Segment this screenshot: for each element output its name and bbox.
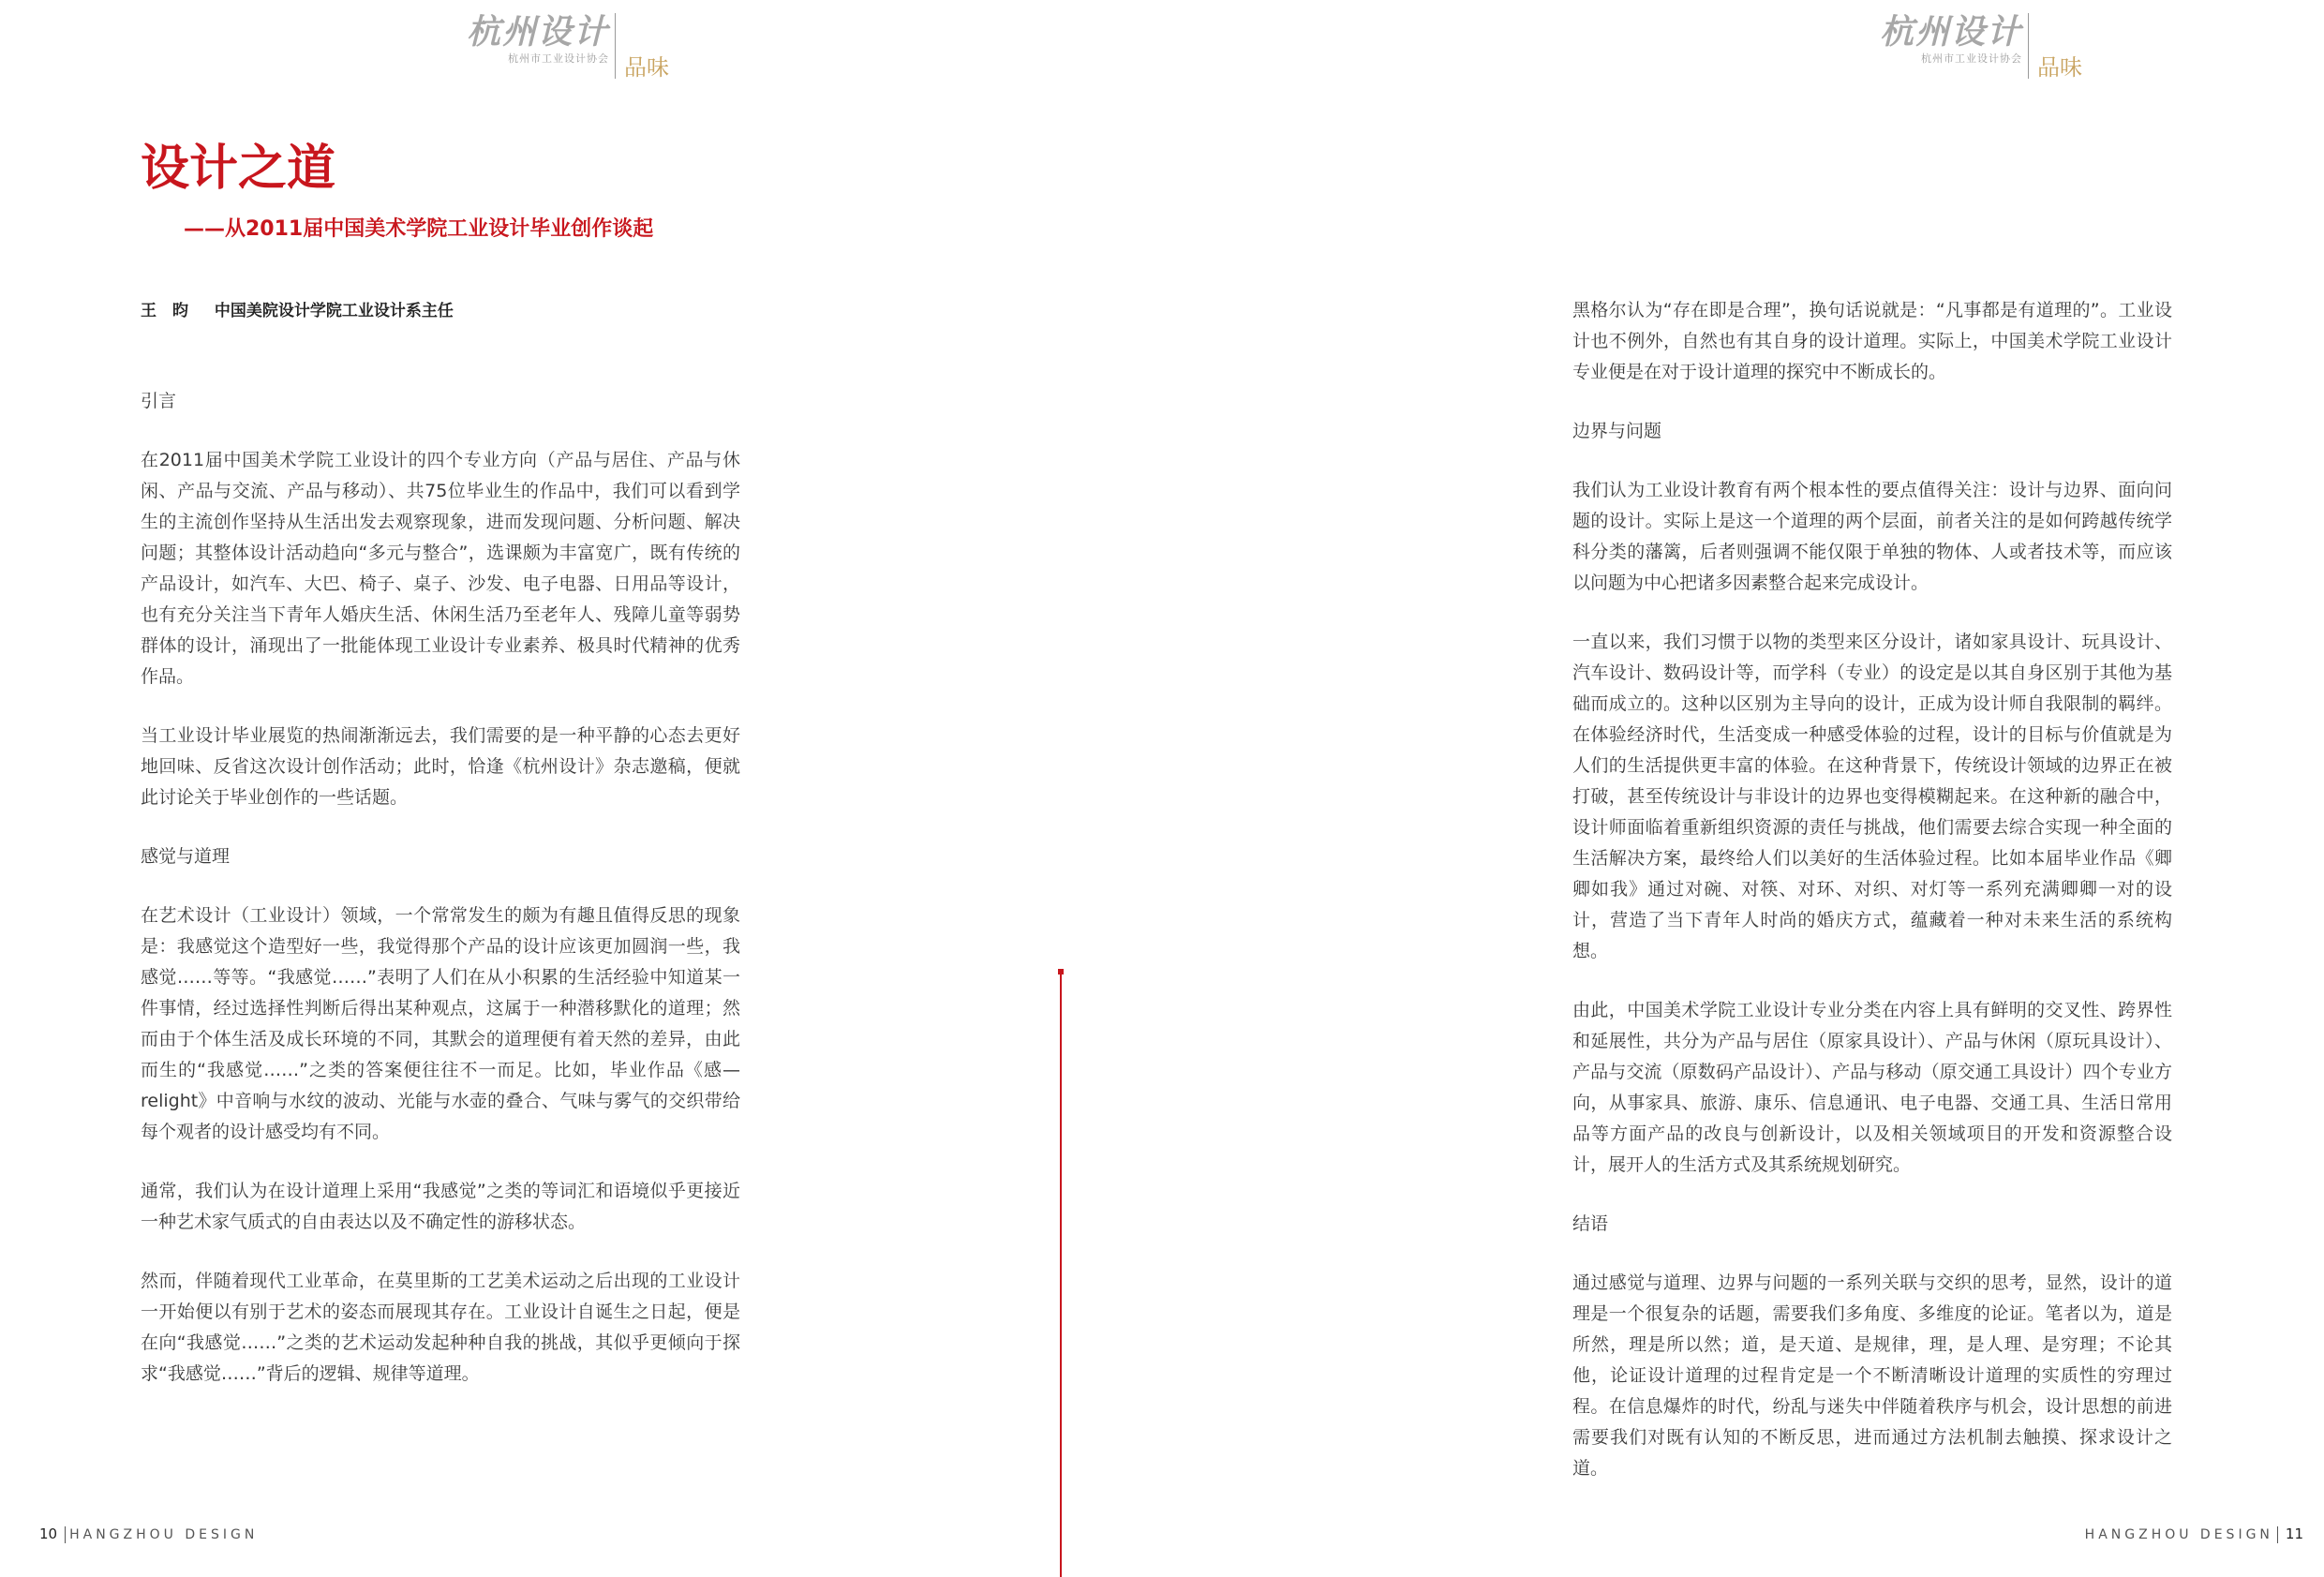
section-heading: 结语 <box>1572 1213 1609 1234</box>
paragraph: 当工业设计毕业展览的热闹渐渐远去，我们需要的是一种平静的心态去更好地回味、反省这次设计创作活动；此时，恰逢《杭州设计》杂志邀稿，便就此讨论关于毕业创作的一些话题。 <box>141 725 740 808</box>
page-number: 11 <box>2285 1525 2303 1542</box>
footer-divider <box>2277 1526 2278 1543</box>
footer-left <box>39 1525 258 1543</box>
page-number: 10 <box>39 1525 58 1542</box>
paragraph: 通过感觉与道理、边界与问题的一系列关联与交织的思考，显然，设计的道理是一个很复杂的话题，需要我们多角度、多维度的论证。笔者以为，道是所然，理是所以然；道，是天道、是规律，理，是人理、是穷理；不论其他，论证设计道理的过程肯定是一个不断清晰设计道理的实质性的穷理过程。在信息爆炸的时代，纷乱与迷失中伴随着秩序与机会，设计思想的前进需要我们对既有认知的不断反思，进而通过方法机制去触摸、探求设计之道。 <box>1572 1272 2172 1479</box>
logo-subtitle: 杭州市工业设计协会 <box>1921 52 2022 65</box>
logo-subtitle: 杭州市工业设计协会 <box>508 52 609 65</box>
paragraph: 黑格尔认为“存在即是合理”，换句话说就是：“凡事都是有道理的”。工业设计也不例外，自然也有其自身的设计道理。实际上，中国美术学院工业设计专业便是在对于设计道理的探究中不断成长的。 <box>1572 300 2172 382</box>
right-page <box>1162 0 2324 1577</box>
magazine-name: HANGZHOU DESIGN <box>69 1527 259 1542</box>
logo-divider <box>615 13 616 79</box>
paragraph: 一直以来，我们习惯于以物的类型来区分设计，诸如家具设计、玩具设计、汽车设计、数码设计等，而学科（专业）的设定是以其自身区别于其他为基础而成立的。这种以区别为主导向的设计，正成为设计师自我限制的羁绊。在体验经济时代，生活变成一种感受体验的过程，设计的目标与价值就是为人们的生活提供更丰富的体验。在这种背景下，传统设计领域的边界正在被打破，甚至传统设计与非设计的边界也变得模糊起来。在这种新的融合中，设计师面临着重新组织资源的责任与挑战，他们需要去综合实现一种全面的生活解决方案，最终给人们以美好的生活体验过程。比如本届毕业作品《卿卿如我》通过对碗、对筷、对环、对织、对灯等一系列充满卿卿一对的设计，营造了当下青年人时尚的婚庆方式，蕴藏着一种对未来生活的系统构想。 <box>1572 632 2172 961</box>
paragraph: 在艺术设计（工业设计）领域，一个常常发生的颇为有趣且值得反思的现象是：我感觉这个造型好一些，我觉得那个产品的设计应该更加圆润一些，我感觉……等等。“我感觉……”表明了人们在从小积累的生活经验中知道某一件事情，经过选择性判断后得出某种观点，这属于一种潜移默化的道理；然而由于个体生活及成长环境的不同，其默会的道理便有着天然的差异，由此而生的“我感觉……”之类的答案便往往不一而足。比如，毕业作品《感—relight》中音响与水纹的波动、光能与水壶的叠合、气味与雾气的交织带给每个观者的设计感受均有不同。 <box>141 905 740 1142</box>
logo-divider <box>2028 13 2029 79</box>
section-label: 品味 <box>624 54 669 81</box>
footer-right <box>2085 1525 2303 1543</box>
section-heading: 边界与问题 <box>1572 421 1662 441</box>
section-heading: 引言 <box>141 391 177 411</box>
author-name: 王 昀 <box>141 302 188 320</box>
logo-mark: 杭州设计 <box>1879 12 2022 52</box>
author-line <box>141 300 474 322</box>
section-heading: 感觉与道理 <box>141 846 231 867</box>
left-column <box>141 386 740 1418</box>
article-subtitle: ——从2011届中国美术学院工业设计毕业创作谈起 <box>184 217 654 241</box>
paragraph: 通常，我们认为在设计道理上采用“我感觉”之类的等词汇和语境似乎更接近一种艺术家气质式的自由表达以及不确定性的游移状态。 <box>141 1181 740 1232</box>
magazine-name: HANGZHOU DESIGN <box>2084 1527 2273 1542</box>
right-column <box>1572 295 2172 1512</box>
paragraph: 我们认为工业设计教育有两个根本性的要点值得关注：设计与边界、面向问题的设计。实际上是这一个道理的两个层面，前者关注的是如何跨越传统学科分类的藩篱，后者则强调不能仅限于单独的物体、人或者技术等，而应该以问题为中心把诸多因素整合起来完成设计。 <box>1572 480 2172 593</box>
header-logo <box>0 12 1162 81</box>
article-title: 设计之道 <box>141 141 336 197</box>
paragraph: 由此，中国美术学院工业设计专业分类在内容上具有鲜明的交叉性、跨界性和延展性，共分为产品与居住（原家具设计）、产品与休闲（原玩具设计）、产品与交流（原数码产品设计）、产品与移动（原交通工具设计）四个专业方向，从事家具、旅游、康乐、信息通讯、电子电器、交通工具、生活日常用品等方面产品的改良与创新设计，以及相关领域项目的开发和资源整合设计，展开人的生活方式及其系统规划研究。 <box>1572 1000 2172 1175</box>
author-title: 中国美院设计学院工业设计系主任 <box>214 302 454 320</box>
spine-line <box>1060 974 1062 1577</box>
logo-mark: 杭州设计 <box>466 12 609 52</box>
footer-divider <box>65 1526 66 1543</box>
section-label: 品味 <box>2037 54 2082 81</box>
paragraph: 然而，伴随着现代工业革命，在莫里斯的工艺美术运动之后出现的工业设计一开始便以有别于艺术的姿态而展现其存在。工业设计自诞生之日起，便是在向“我感觉……”之类的艺术运动发起种种自我的挑战，其似乎更倾向于探求“我感觉……”背后的逻辑、规律等道理。 <box>141 1271 740 1384</box>
paragraph: 在2011届中国美术学院工业设计的四个专业方向（产品与居住、产品与休闲、产品与交流、产品与移动）、共75位毕业生的作品中，我们可以看到学生的主流创作坚持从生活出发去观察现象，进而发现问题、分析问题、解决问题；其整体设计活动趋向“多元与整合”，选课颇为丰富宽广，既有传统的产品设计，如汽车、大巴、椅子、桌子、沙发、电子电器、日用品等设计，也有充分关注当下青年人婚庆生活、休闲生活乃至老年人、残障儿童等弱势群体的设计，涌现出了一批能体现工业设计专业素养、极具时代精神的优秀作品。 <box>141 450 740 687</box>
header-logo <box>1162 12 2324 81</box>
